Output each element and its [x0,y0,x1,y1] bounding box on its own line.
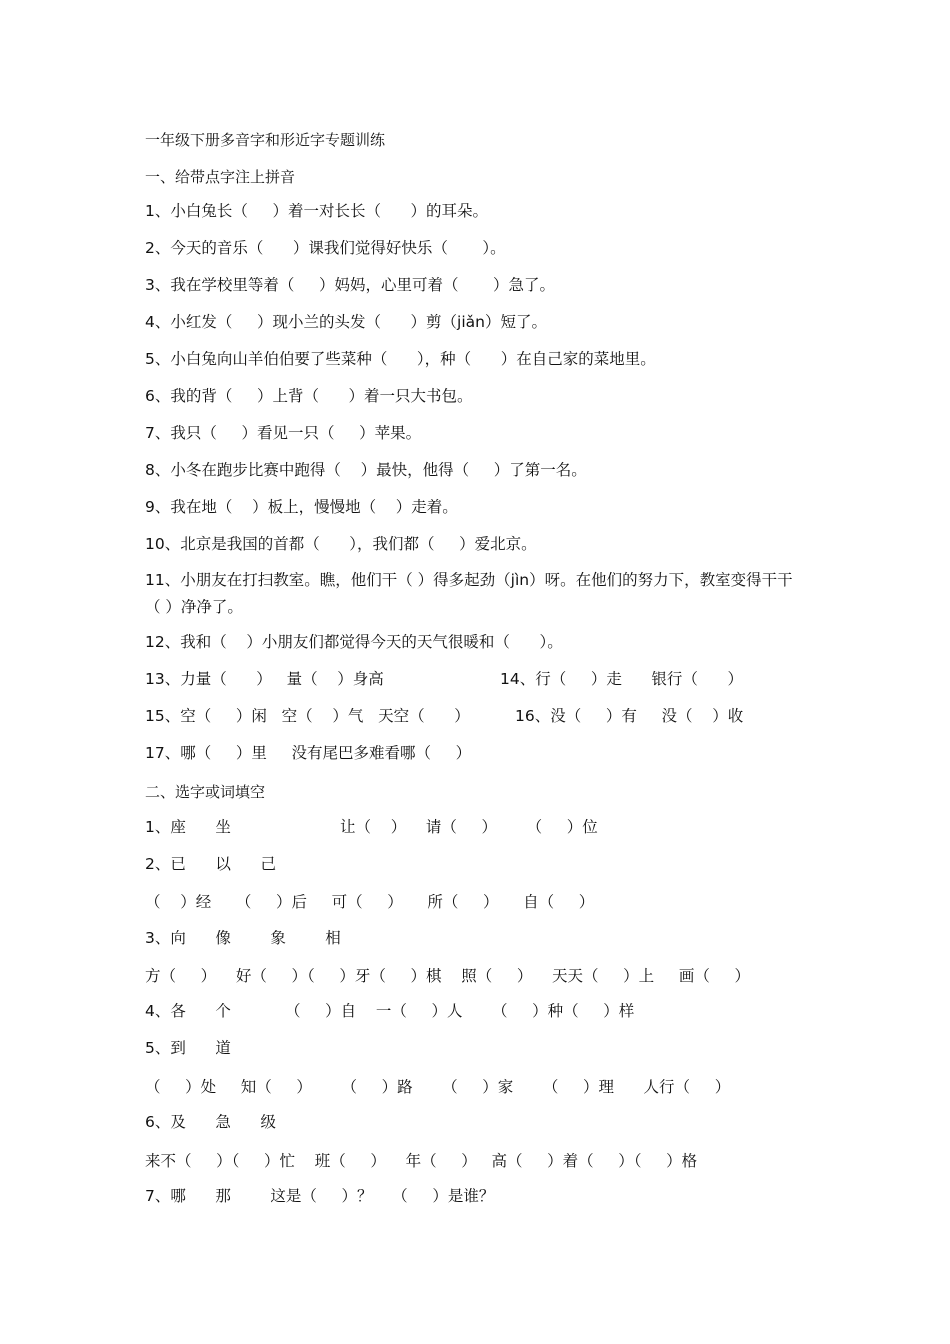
exercise-1-item: 2、今天的音乐（ ）课我们觉得好快乐（ ）。 [145,239,506,257]
question-3-blanks: 方（ ） 好（ ）（ ）牙（ ）棋 照（ ） 天天（ ）上 画（ ） [145,967,750,985]
exercise-1-item-17: 17、哪（ ）里 没有尾巴多难看哪（ ） [145,744,472,762]
question-5-characters: 5、到 道 [145,1039,231,1057]
question-7: 7、哪 那 这是（ ）？ （ ）是谁？ [145,1187,495,1205]
question-2-blanks: （ ）经 （ ）后 可（ ） 所（ ） 自（ ） [145,893,595,911]
question-4-characters: 4、各 个 [145,1002,231,1020]
question-6-characters: 6、及 急 级 [145,1113,276,1131]
question-5-blanks: （ ）处 知（ ） （ ）路 （ ）家 （ ）理 人行（ ） [145,1078,731,1096]
exercise-1-item: 8、小冬在跑步比赛中跑得（ ）最快，他得（ ）了第一名。 [145,461,587,479]
exercise-1-item-16: 16、没（ ）有 没（ ）收 [515,707,744,725]
exercise-1-item: 11、小朋友在打扫教室。瞧，他们干（ ）得多起劲（jìn）呀。在他们的努力下，教室变得干干（ ）净净了。 [145,571,793,616]
exercise-1-item: 5、小白兔向山羊伯伯要了些菜种（ ），种（ ）在自己家的菜地里。 [145,350,656,368]
question-1-characters: 1、座 坐 [145,818,231,836]
document-title: 一年级下册多音字和形近字专题训练 [145,131,386,149]
exercise-1-item: 12、我和（ ）小朋友们都觉得今天的天气很暖和（ ）。 [145,633,563,651]
exercise-1-item: 10、北京是我国的首都（ ），我们都（ ）爱北京。 [145,535,537,553]
question-6-blanks: 来不（ ）（ ）忙 班（ ） 年（ ） 高（ ）着（ ）（ ）格 [145,1152,698,1170]
exercise-1-item: 1、小白兔长（ ）着一对长长（ ）的耳朵。 [145,202,489,220]
question-4-blanks: （ ）自 一（ ）人 （ ）种（ ）样 [285,1002,635,1020]
question-2-characters: 2、已 以 己 [145,855,276,873]
exercise-1-item: 4、小红发（ ）现小兰的头发（ ）剪（jiǎn）短了。 [145,313,547,331]
exercise-1-item: 3、我在学校里等着（ ）妈妈，心里可着（ ）急了。 [145,276,555,294]
exercise-1-item: 6、我的背（ ）上背（ ）着一只大书包。 [145,387,473,405]
exercise-1-item-15: 15、空（ ）闲 空（ ）气 天空（ ） [145,707,470,725]
section-2-heading: 二、选字或词填空 [145,783,266,801]
exercise-1-item-14: 14、行（ ）走 银行（ ） [500,670,743,688]
exercise-1-item-13: 13、力量（ ） 量（ ）身高 [145,670,384,688]
exercise-1-item: 9、我在地（ ）板上，慢慢地（ ）走着。 [145,498,458,516]
question-1-blanks: 让（ ） 请（ ） （ ）位 [340,818,598,836]
section-1-heading: 一、给带点字注上拼音 [145,168,296,186]
exercise-1-item: 7、我只（ ）看见一只（ ）苹果。 [145,424,422,442]
question-3-characters: 3、向 像 象 相 [145,929,341,947]
